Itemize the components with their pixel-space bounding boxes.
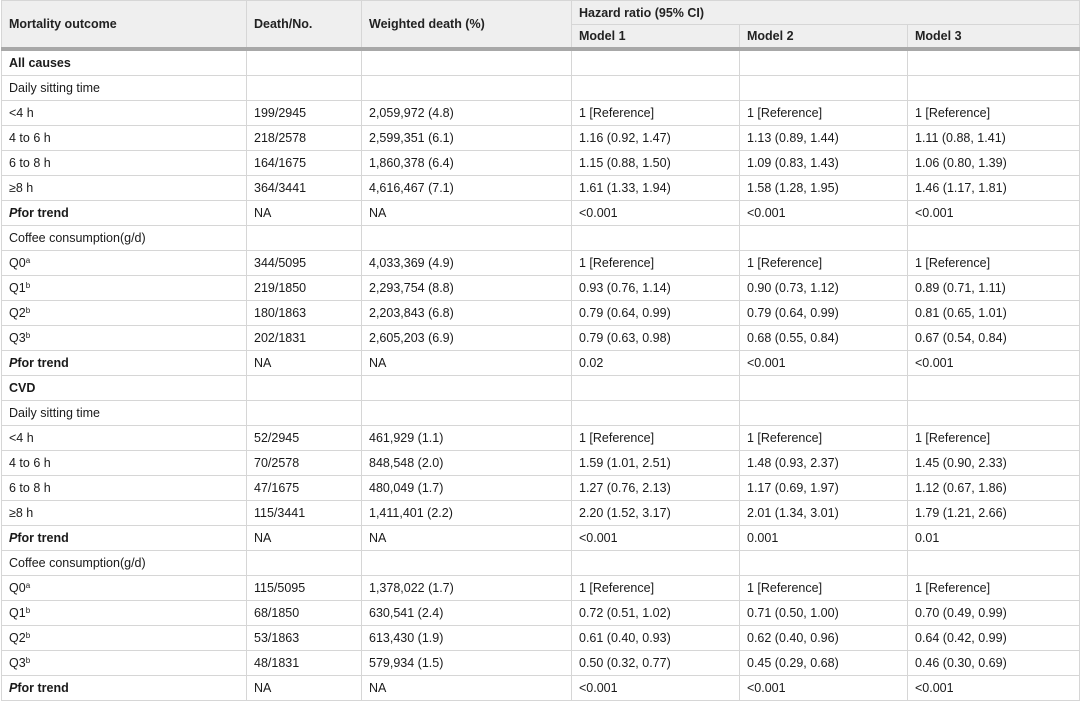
weighted-death-cell: 1,411,401 (2.2) (362, 501, 572, 526)
row-label-text: ≥8 h (9, 506, 34, 520)
row-label-text: All causes (9, 56, 71, 70)
table-row (2, 626, 1080, 651)
model-2-cell: 0.90 (0.73, 1.12) (740, 276, 908, 301)
p-trend-label: for trend (17, 206, 69, 220)
death-no-cell: NA (247, 526, 362, 551)
model-2-cell: <0.001 (740, 351, 908, 376)
model-1-cell: 1.16 (0.92, 1.47) (572, 126, 740, 151)
model-1-cell (572, 401, 740, 426)
row-label-text: Q0 (9, 256, 26, 270)
table-body (2, 49, 1080, 701)
subgroup-row (2, 76, 1080, 101)
model-2-cell: 1.13 (0.89, 1.44) (740, 126, 908, 151)
weighted-death-cell: NA (362, 351, 572, 376)
table-row (2, 601, 1080, 626)
footnote-marker: a (25, 581, 31, 590)
model-1-cell: 1.61 (1.33, 1.94) (572, 176, 740, 201)
row-label-text: 6 to 8 h (9, 156, 51, 170)
model-2-cell: 0.79 (0.64, 0.99) (740, 301, 908, 326)
row-label (2, 651, 247, 676)
model-1-cell: 0.93 (0.76, 1.14) (572, 276, 740, 301)
weighted-death-cell: 480,049 (1.7) (362, 476, 572, 501)
row-label-text: CVD (9, 381, 36, 395)
model-3-cell (908, 49, 1080, 76)
row-label (2, 626, 247, 651)
row-label-text: Q2 (9, 631, 26, 645)
row-label-text: 6 to 8 h (9, 481, 51, 495)
model-2-cell (740, 376, 908, 401)
row-label (2, 201, 247, 226)
death-no-cell: 115/5095 (247, 576, 362, 601)
model-1-cell: 0.61 (0.40, 0.93) (572, 626, 740, 651)
row-label (2, 401, 247, 426)
row-label-text: Coffee consumption(g/d) (9, 556, 146, 570)
weighted-death-cell (362, 49, 572, 76)
row-label (2, 276, 247, 301)
table-row (2, 126, 1080, 151)
row-label (2, 326, 247, 351)
table-row (2, 501, 1080, 526)
model-2-cell (740, 551, 908, 576)
model-3-cell: 1 [Reference] (908, 251, 1080, 276)
row-label (2, 576, 247, 601)
row-label-text: ≥8 h (9, 181, 34, 195)
footnote-marker: b (25, 281, 31, 290)
row-label (2, 676, 247, 701)
row-label (2, 501, 247, 526)
model-2-cell: 1.48 (0.93, 2.37) (740, 451, 908, 476)
weighted-death-cell: NA (362, 526, 572, 551)
model-3-cell: <0.001 (908, 201, 1080, 226)
weighted-death-cell: 2,293,754 (8.8) (362, 276, 572, 301)
death-no-cell: 53/1863 (247, 626, 362, 651)
footnote-marker: b (25, 656, 31, 665)
p-trend-row (2, 201, 1080, 226)
model-3-cell: 1.46 (1.17, 1.81) (908, 176, 1080, 201)
model-1-cell: 1 [Reference] (572, 576, 740, 601)
death-no-cell: 202/1831 (247, 326, 362, 351)
model-3-cell: 1 [Reference] (908, 426, 1080, 451)
subgroup-row (2, 226, 1080, 251)
header-death-no: Death/No. (247, 1, 362, 50)
death-no-cell: 70/2578 (247, 451, 362, 476)
row-label (2, 526, 247, 551)
model-1-cell (572, 376, 740, 401)
weighted-death-cell (362, 401, 572, 426)
weighted-death-cell: 613,430 (1.9) (362, 626, 572, 651)
death-no-cell: NA (247, 351, 362, 376)
footnote-marker: b (25, 631, 31, 640)
p-symbol: P (9, 206, 18, 220)
model-2-cell: 1.58 (1.28, 1.95) (740, 176, 908, 201)
model-1-cell: 0.50 (0.32, 0.77) (572, 651, 740, 676)
table-row (2, 101, 1080, 126)
death-no-cell (247, 226, 362, 251)
model-3-cell: 0.89 (0.71, 1.11) (908, 276, 1080, 301)
model-2-cell: 0.68 (0.55, 0.84) (740, 326, 908, 351)
death-no-cell: 219/1850 (247, 276, 362, 301)
row-label-text: Q3 (9, 331, 26, 345)
death-no-cell (247, 401, 362, 426)
model-1-cell: <0.001 (572, 526, 740, 551)
death-no-cell (247, 551, 362, 576)
row-label-text: Daily sitting time (9, 81, 100, 95)
model-1-cell: 1.59 (1.01, 2.51) (572, 451, 740, 476)
footnote-marker: b (25, 331, 31, 340)
row-label (2, 251, 247, 276)
model-2-cell: 1 [Reference] (740, 426, 908, 451)
row-label-text: Q3 (9, 656, 26, 670)
model-2-cell: 0.45 (0.29, 0.68) (740, 651, 908, 676)
model-2-cell: 2.01 (1.34, 3.01) (740, 501, 908, 526)
table-row (2, 301, 1080, 326)
model-1-cell (572, 226, 740, 251)
row-label (2, 101, 247, 126)
group-row (2, 49, 1080, 76)
p-trend-row (2, 676, 1080, 701)
table-header (2, 1, 1080, 50)
header-weighted-death: Weighted death (%) (362, 1, 572, 50)
row-label (2, 126, 247, 151)
model-3-cell: 1.45 (0.90, 2.33) (908, 451, 1080, 476)
death-no-cell: 164/1675 (247, 151, 362, 176)
row-label (2, 351, 247, 376)
death-no-cell: 180/1863 (247, 301, 362, 326)
model-1-cell: 1.15 (0.88, 1.50) (572, 151, 740, 176)
model-3-cell: 1.79 (1.21, 2.66) (908, 501, 1080, 526)
model-3-cell: <0.001 (908, 351, 1080, 376)
row-label (2, 226, 247, 251)
subgroup-row (2, 551, 1080, 576)
row-label (2, 601, 247, 626)
model-1-cell: 1 [Reference] (572, 426, 740, 451)
row-label-text: Daily sitting time (9, 406, 100, 420)
model-3-cell: 1.06 (0.80, 1.39) (908, 151, 1080, 176)
weighted-death-cell (362, 376, 572, 401)
weighted-death-cell (362, 76, 572, 101)
table-row (2, 151, 1080, 176)
model-3-cell: 1 [Reference] (908, 101, 1080, 126)
table-row (2, 426, 1080, 451)
weighted-death-cell: 579,934 (1.5) (362, 651, 572, 676)
weighted-death-cell: 4,616,467 (7.1) (362, 176, 572, 201)
model-2-cell (740, 401, 908, 426)
row-label-text: Q0 (9, 581, 26, 595)
model-2-cell: 1 [Reference] (740, 251, 908, 276)
row-label-text: Coffee consumption(g/d) (9, 231, 146, 245)
row-label-text: 4 to 6 h (9, 456, 51, 470)
weighted-death-cell: 2,605,203 (6.9) (362, 326, 572, 351)
row-label (2, 301, 247, 326)
row-label (2, 476, 247, 501)
death-no-cell: 199/2945 (247, 101, 362, 126)
death-no-cell (247, 76, 362, 101)
weighted-death-cell (362, 551, 572, 576)
death-no-cell: 47/1675 (247, 476, 362, 501)
weighted-death-cell: 461,929 (1.1) (362, 426, 572, 451)
model-1-cell: 1 [Reference] (572, 101, 740, 126)
model-2-cell (740, 76, 908, 101)
weighted-death-cell: NA (362, 676, 572, 701)
model-2-cell: 1.17 (0.69, 1.97) (740, 476, 908, 501)
model-2-cell (740, 49, 908, 76)
model-3-cell (908, 376, 1080, 401)
model-2-cell: <0.001 (740, 676, 908, 701)
p-trend-label: for trend (17, 531, 69, 545)
row-label-text: Q1 (9, 606, 26, 620)
footnote-marker: a (25, 256, 31, 265)
header-hazard-ratio: Hazard ratio (95% CI) (572, 1, 1080, 25)
weighted-death-cell: 2,599,351 (6.1) (362, 126, 572, 151)
header-model-3: Model 3 (908, 25, 1080, 50)
model-1-cell: 0.79 (0.64, 0.99) (572, 301, 740, 326)
model-1-cell (572, 49, 740, 76)
model-3-cell: 0.64 (0.42, 0.99) (908, 626, 1080, 651)
table-row (2, 176, 1080, 201)
row-label (2, 49, 247, 76)
model-3-cell: 1.11 (0.88, 1.41) (908, 126, 1080, 151)
model-3-cell: <0.001 (908, 676, 1080, 701)
death-no-cell: 364/3441 (247, 176, 362, 201)
row-label (2, 76, 247, 101)
model-3-cell: 0.46 (0.30, 0.69) (908, 651, 1080, 676)
model-1-cell: 1 [Reference] (572, 251, 740, 276)
model-2-cell: 0.001 (740, 526, 908, 551)
weighted-death-cell: 848,548 (2.0) (362, 451, 572, 476)
p-symbol: P (9, 531, 18, 545)
subgroup-row (2, 401, 1080, 426)
p-trend-label: for trend (17, 681, 69, 695)
model-3-cell (908, 226, 1080, 251)
death-no-cell: NA (247, 201, 362, 226)
weighted-death-cell: 2,203,843 (6.8) (362, 301, 572, 326)
model-2-cell: 1.09 (0.83, 1.43) (740, 151, 908, 176)
table-row (2, 476, 1080, 501)
weighted-death-cell: 2,059,972 (4.8) (362, 101, 572, 126)
table-row (2, 576, 1080, 601)
death-no-cell: NA (247, 676, 362, 701)
death-no-cell: 48/1831 (247, 651, 362, 676)
model-1-cell: 0.79 (0.63, 0.98) (572, 326, 740, 351)
model-3-cell (908, 401, 1080, 426)
weighted-death-cell: 4,033,369 (4.9) (362, 251, 572, 276)
model-1-cell: <0.001 (572, 201, 740, 226)
row-label (2, 151, 247, 176)
row-label-text: <4 h (9, 431, 34, 445)
death-no-cell: 68/1850 (247, 601, 362, 626)
group-row (2, 376, 1080, 401)
row-label-text: <4 h (9, 106, 34, 120)
death-no-cell: 115/3441 (247, 501, 362, 526)
table-row (2, 326, 1080, 351)
row-label-text: Q1 (9, 281, 26, 295)
row-label (2, 551, 247, 576)
table-row (2, 251, 1080, 276)
death-no-cell (247, 376, 362, 401)
weighted-death-cell: 630,541 (2.4) (362, 601, 572, 626)
model-3-cell: 1 [Reference] (908, 576, 1080, 601)
model-2-cell: 0.71 (0.50, 1.00) (740, 601, 908, 626)
model-1-cell (572, 76, 740, 101)
row-label (2, 176, 247, 201)
model-2-cell (740, 226, 908, 251)
model-2-cell: <0.001 (740, 201, 908, 226)
mortality-results-table (1, 0, 1080, 701)
table-row (2, 651, 1080, 676)
model-3-cell (908, 551, 1080, 576)
model-3-cell: 1.12 (0.67, 1.86) (908, 476, 1080, 501)
model-1-cell: <0.001 (572, 676, 740, 701)
header-model-2: Model 2 (740, 25, 908, 50)
p-trend-row (2, 351, 1080, 376)
model-1-cell: 0.02 (572, 351, 740, 376)
p-trend-label: for trend (17, 356, 69, 370)
model-2-cell: 0.62 (0.40, 0.96) (740, 626, 908, 651)
weighted-death-cell: 1,378,022 (1.7) (362, 576, 572, 601)
weighted-death-cell: 1,860,378 (6.4) (362, 151, 572, 176)
model-1-cell: 0.72 (0.51, 1.02) (572, 601, 740, 626)
footnote-marker: b (25, 306, 31, 315)
p-trend-row (2, 526, 1080, 551)
model-3-cell: 0.67 (0.54, 0.84) (908, 326, 1080, 351)
footnote-marker: b (25, 606, 31, 615)
model-3-cell (908, 76, 1080, 101)
model-3-cell: 0.81 (0.65, 1.01) (908, 301, 1080, 326)
row-label (2, 426, 247, 451)
model-3-cell: 0.70 (0.49, 0.99) (908, 601, 1080, 626)
death-no-cell: 344/5095 (247, 251, 362, 276)
death-no-cell: 52/2945 (247, 426, 362, 451)
death-no-cell: 218/2578 (247, 126, 362, 151)
table-row (2, 276, 1080, 301)
row-label-text: 4 to 6 h (9, 131, 51, 145)
model-3-cell: 0.01 (908, 526, 1080, 551)
model-2-cell: 1 [Reference] (740, 576, 908, 601)
weighted-death-cell: NA (362, 201, 572, 226)
p-symbol: P (9, 681, 18, 695)
death-no-cell (247, 49, 362, 76)
row-label (2, 451, 247, 476)
model-1-cell (572, 551, 740, 576)
model-1-cell: 2.20 (1.52, 3.17) (572, 501, 740, 526)
p-symbol: P (9, 356, 18, 370)
weighted-death-cell (362, 226, 572, 251)
model-2-cell: 1 [Reference] (740, 101, 908, 126)
header-model-1: Model 1 (572, 25, 740, 50)
row-label-text: Q2 (9, 306, 26, 320)
model-1-cell: 1.27 (0.76, 2.13) (572, 476, 740, 501)
row-label (2, 376, 247, 401)
header-mortality-outcome: Mortality outcome (2, 1, 247, 50)
table-row (2, 451, 1080, 476)
